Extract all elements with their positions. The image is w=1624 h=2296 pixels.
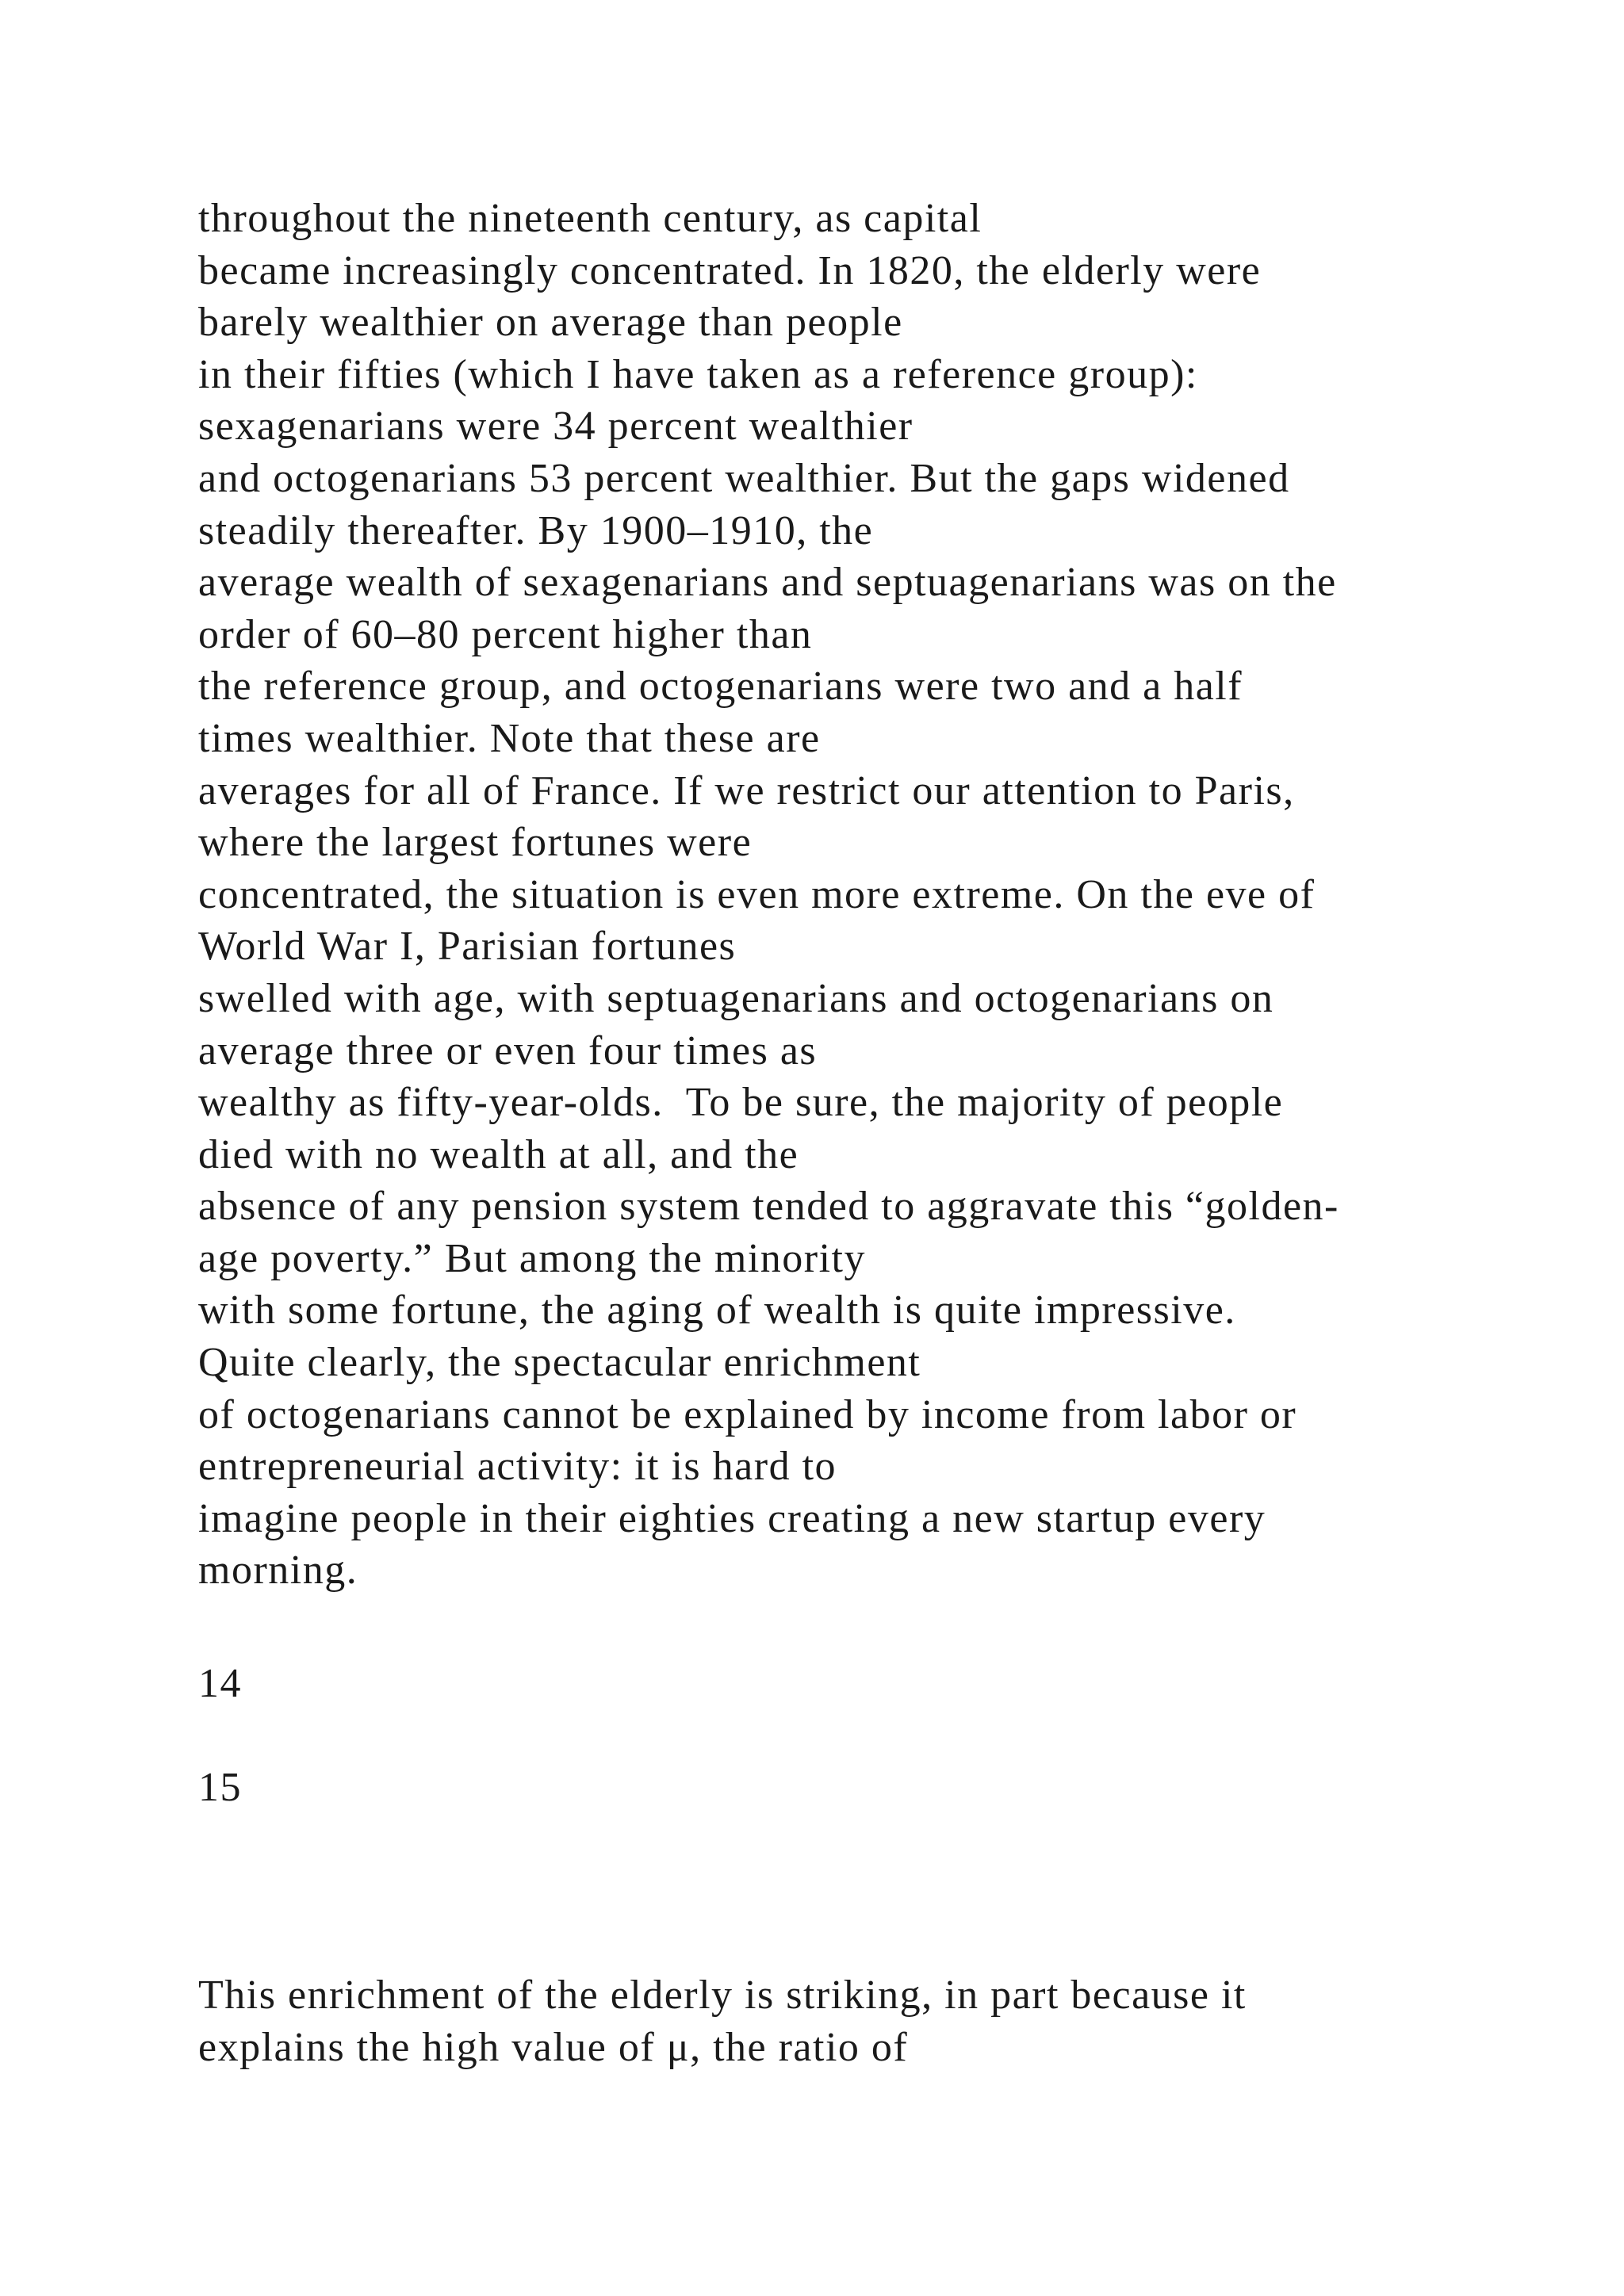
text-line: swelled with age, with septuagenarians and octogenarians on xyxy=(198,975,1274,1021)
text-line: and octogenarians 53 percent wealthier. But the gaps widened xyxy=(198,455,1290,501)
text-line: imagine people in their eighties creating a new startup every xyxy=(198,1495,1266,1541)
note-number: 14 xyxy=(198,1661,242,1706)
text-line: concentrated, the situation is even more extreme. On the eve of xyxy=(198,871,1316,917)
text-line: average three or even four times as xyxy=(198,1027,818,1073)
text-line: absence of any pension system tended to aggravate this “golden- xyxy=(198,1184,1339,1230)
text-line: throughout the nineteenth century, as capital xyxy=(198,196,982,241)
text-line: the reference group, and octogenarians were two and a half xyxy=(198,664,1243,710)
text-line: where the largest fortunes were xyxy=(198,820,753,866)
text-line: in their fifties (which I have taken as a reference group): xyxy=(198,351,1198,397)
text-line: died with no wealth at all, and the xyxy=(198,1131,799,1177)
text-line: World War I, Parisian fortunes xyxy=(198,924,737,970)
text-line: average wealth of sexagenarians and septuagenarians was on the xyxy=(198,560,1337,606)
note-number: 15 xyxy=(198,1765,242,1810)
text-line: averages for all of France. If we restrict our attention to Paris, xyxy=(198,767,1295,813)
text-line: with some fortune, the aging of wealth is quite impressive. xyxy=(198,1288,1236,1334)
text-line: barely wealthier on average than people xyxy=(198,300,903,346)
text-line: This enrichment of the elderly is striking, in part because it xyxy=(198,1973,1247,2018)
text-line: age poverty.” But among the minority xyxy=(198,1235,866,1281)
text-line: of octogenarians cannot be explained by income from labor or xyxy=(198,1391,1297,1437)
text-line: Quite clearly, the spectacular enrichment xyxy=(198,1340,921,1386)
main-paragraph xyxy=(198,193,1546,1597)
text-line: times wealthier. Note that these are xyxy=(198,715,821,761)
closing-paragraph xyxy=(198,1969,1546,2073)
text-line: steadily thereafter. By 1900–1910, the xyxy=(198,507,874,553)
text-line: morning. xyxy=(198,1548,358,1594)
text-line: sexagenarians were 34 percent wealthier xyxy=(198,404,914,450)
text-line: entrepreneurial activity: it is hard to xyxy=(198,1444,837,1490)
text-line: wealthy as fifty-year-olds. To be sure, the majority of people xyxy=(198,1080,1284,1126)
text-line: order of 60–80 percent higher than xyxy=(198,611,813,657)
text-line: became increasingly concentrated. In 1820, the elderly were xyxy=(198,247,1262,293)
text-line: explains the high value of μ, the ratio of xyxy=(198,2024,909,2070)
